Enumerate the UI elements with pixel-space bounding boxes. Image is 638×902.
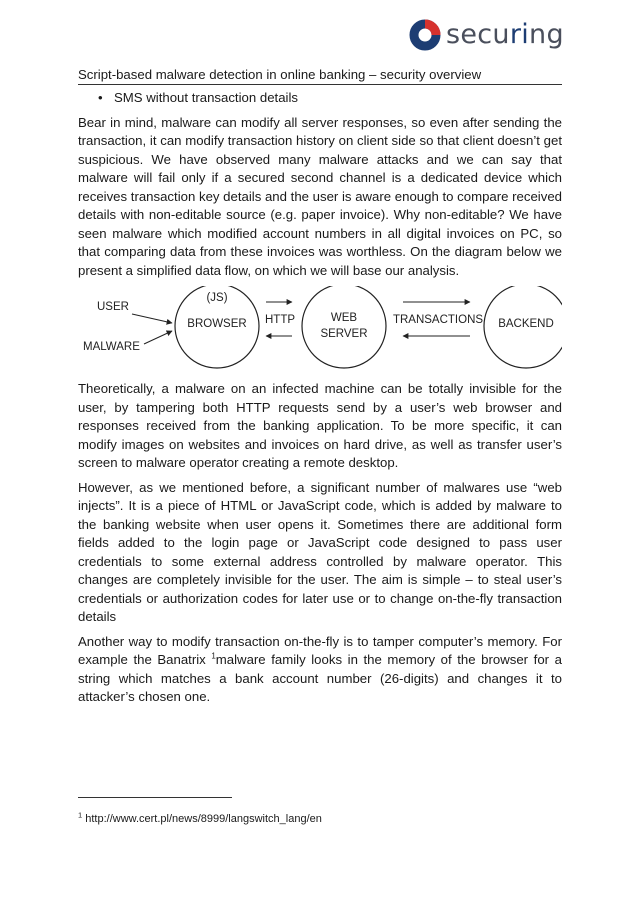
footnote-separator xyxy=(78,797,232,798)
arrow-user-to-browser xyxy=(132,314,172,323)
data-flow-diagram xyxy=(78,286,562,372)
diagram-label-web: WEB xyxy=(330,312,358,324)
footnote-mark: 1 xyxy=(78,810,83,820)
bullet-text: SMS without transaction details xyxy=(114,90,298,105)
bullet-dot: • xyxy=(98,90,103,105)
paragraph-web-injects: However, as we mentioned before, a significant number of malwares use “web injects”. It is a piece of HTML or JavaScript code, which is added by malware to the banking website when user opens it. Sometimes there are additional form fields added to the login page or JavaScript code designed to pass user credentials to some external address controlled by malware operator. This changes are completely invisible for the user. The aim is simple – to steal user’s credentials or authorization codes for later use or to change on-the-fly transaction details xyxy=(78,479,562,624)
diagram-label-backend: BACKEND xyxy=(498,318,554,330)
diagram-label-transactions: TRANSACTIONS xyxy=(392,314,484,326)
paragraph-invisible-malware: Theoretically, a malware on an infected machine can be totally invisible for the user, by tampering both HTTP requests send by a user’s web browser and responses received from the banking application. To be more specific, it can modify images on websites and invoices on hard drive, as well as transfer user’s screen to malware operator creating a remote desktop. xyxy=(78,381,562,470)
securing-logo xyxy=(409,19,564,51)
footnote xyxy=(78,812,322,826)
document-body xyxy=(78,89,562,713)
logo-ring-icon xyxy=(409,19,441,51)
footnote-reference[interactable]: 1 xyxy=(211,651,216,661)
diagram-label-browser: BROWSER xyxy=(187,318,247,330)
diagram-label-js: (JS) xyxy=(206,292,228,304)
arrow-malware-to-browser xyxy=(144,331,172,344)
logo-wordmark: securing xyxy=(446,19,564,50)
diagram-label-server: SERVER xyxy=(320,328,368,340)
diagram-label-http: HTTP xyxy=(264,314,296,326)
paragraph-memory-tampering: Another way to modify transaction on-the-fly is to tamper computer’s memory. For example the Banatrix $^1$malware family looks in the memory of the browser for a string which matches a bank account number (26-digits) and changes it to attacker’s chosen one. xyxy=(78,633,562,704)
diagram-label-user: USER xyxy=(97,301,129,313)
bullet-item xyxy=(78,89,562,108)
footnote-url[interactable]: http://www.cert.pl/news/8999/langswitch_lang/en xyxy=(85,813,322,825)
diagram-label-malware: MALWARE xyxy=(83,341,140,353)
running-header: Script-based malware detection in online banking – security overview xyxy=(78,66,562,85)
web-server-node xyxy=(302,286,386,368)
paragraph-malware-responses: Bear in mind, malware can modify all server responses, so even after sending the transaction, it can modify transaction history on client side so that client doesn’t get suspicious. We have observed many malware attacks and we can say that malware will fail only if a secured second channel is a dedicated device which receives transaction key details and the user is aware enough to compare received details with non-editable source (e.g. paper invoice). Why non-editable? We have seen malware which modified account numbers in all digital invoices on PC, so that comparing data from these invoices was worthless. On the diagram below we present a simplified data flow, on which we will base our analysis. xyxy=(78,114,562,278)
